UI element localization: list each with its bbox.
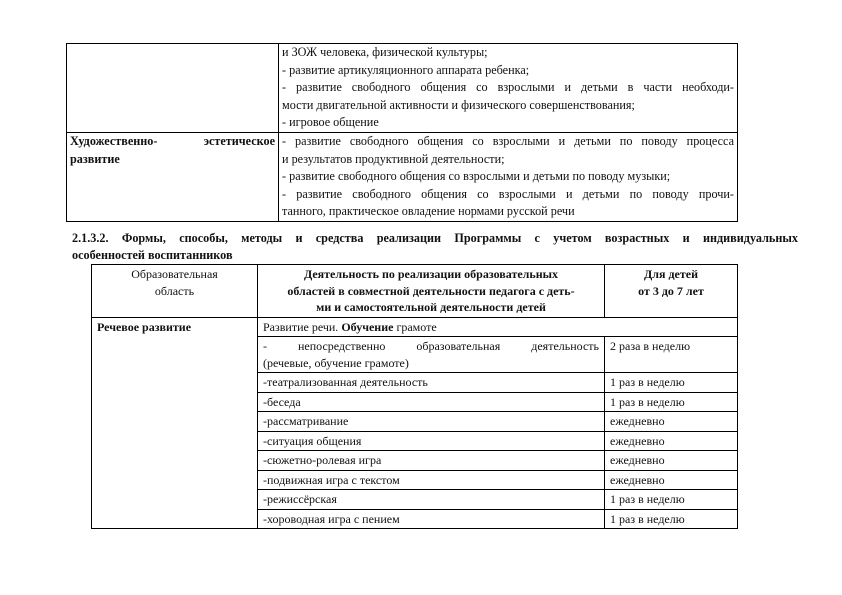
section-heading-line1: 2.1.3.2. Формы, способы, методы и средства реализации Программы с учетом возрастных и индивидуальных — [72, 231, 798, 245]
header-age: Для детей от 3 до 7 лет — [605, 265, 738, 318]
content-cell — [279, 132, 738, 221]
frequency-cell: 1 раз в неделю — [605, 490, 738, 510]
section-heading — [72, 230, 798, 264]
frequency-cell: 2 раза в неделю — [605, 337, 738, 373]
activity-cell: -ситуация общения — [258, 431, 605, 451]
activity-cell: -режиссёрская — [258, 490, 605, 510]
table-row — [67, 44, 738, 133]
content-line: танного, практическое овладение нормами русской речи — [282, 204, 575, 219]
area-cell-empty — [67, 44, 279, 133]
forms-methods-table — [91, 264, 738, 529]
header-activity: Деятельность по реализации образовательных областей в совместной деятельности педагога с деть- ми и самостоятельной деятельности детей — [258, 265, 605, 318]
activity-cell: - непосредственно образовательная деятельность (речевые, обучение грамоте) — [258, 337, 605, 373]
section-heading-line2: особенностей воспитанников — [72, 248, 233, 262]
header-area: Образовательная область — [92, 265, 258, 318]
activity-cell: -подвижная игра с текстом — [258, 470, 605, 490]
subheading-row — [92, 317, 738, 337]
header-row — [92, 265, 738, 318]
activity-cell: -сюжетно-ролевая игра — [258, 451, 605, 471]
content-line: - развитие артикуляционного аппарата ребенка; — [282, 62, 530, 77]
table-row — [67, 132, 738, 221]
area-label-line1: Художественно- эстетическое — [70, 133, 275, 148]
content-line: и результатов продуктивной деятельности; — [282, 151, 505, 166]
content-line: - развитие свободного общения со взрослыми и детьми по поводу музыки; — [282, 169, 671, 184]
frequency-cell: 1 раз в неделю — [605, 373, 738, 393]
content-line: - развитие свободного общения со взрослыми и детьми в части необходи- — [282, 80, 734, 95]
area-label-line2: развитие — [70, 151, 120, 166]
frequency-cell: ежедневно — [605, 412, 738, 432]
content-line: - развитие свободного общения со взрослыми и детьми по поводу прочи- — [282, 186, 734, 201]
content-line: - развитие свободного общения со взрослыми и детьми по поводу процесса — [282, 133, 734, 148]
frequency-cell: ежедневно — [605, 431, 738, 451]
content-line: - игровое общение — [282, 115, 379, 130]
areas-continuation-table — [66, 43, 738, 222]
area-cell-art-aesthetic — [67, 132, 279, 221]
activity-cell: -хороводная игра с пением — [258, 509, 605, 529]
frequency-cell: 1 раз в неделю — [605, 509, 738, 529]
content-cell — [279, 44, 738, 133]
activity-cell: -театрализованная деятельность — [258, 373, 605, 393]
frequency-cell: ежедневно — [605, 470, 738, 490]
activity-cell: -беседа — [258, 392, 605, 412]
subheading-cell: Развитие речи. Обучение грамоте — [258, 317, 738, 337]
frequency-cell: ежедневно — [605, 451, 738, 471]
content-line: и ЗОЖ человека, физической культуры; — [282, 45, 488, 59]
frequency-cell: 1 раз в неделю — [605, 392, 738, 412]
content-line: мости двигательной активности и физического совершенствования; — [282, 97, 635, 112]
area-name-cell: Речевое развитие — [92, 317, 258, 529]
activity-cell: -рассматривание — [258, 412, 605, 432]
